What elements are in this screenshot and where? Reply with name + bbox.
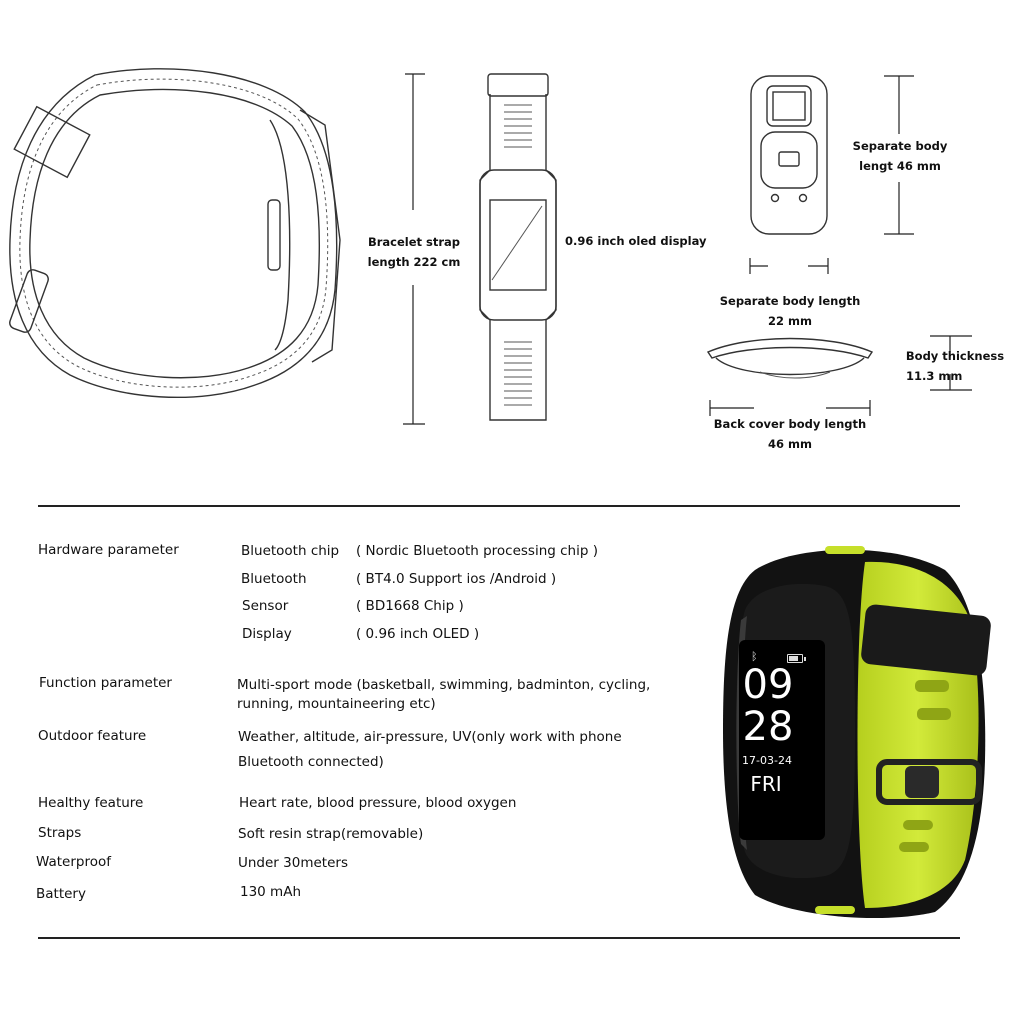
bluetooth-icon: ᛒ — [751, 650, 758, 663]
bracelet-side-view — [0, 0, 360, 440]
bottom-divider — [38, 937, 960, 939]
spec-label-outdoor: Outdoor feature — [38, 728, 147, 744]
spec-value-waterproof: Under 30meters — [238, 855, 348, 871]
body-thickness-label — [896, 346, 1010, 386]
spec-key-sensor: Sensor — [242, 598, 289, 614]
spec-value-display: ( 0.96 inch OLED ) — [356, 626, 480, 642]
bracelet-strap-label-line2: length 222 cm — [367, 255, 461, 269]
bracelet-strap-label — [354, 232, 474, 272]
spec-label-battery: Battery — [36, 886, 86, 902]
spec-value-straps: Soft resin strap(removable) — [238, 826, 424, 842]
spec-value-outdoor-line2: Bluetooth connected) — [238, 754, 384, 770]
bracelet-strap-label-line1: Bracelet strap — [367, 235, 461, 249]
spec-key-bluetooth-chip: Bluetooth chip — [241, 543, 340, 559]
separate-body-length-line1: Separate body — [852, 139, 948, 153]
spec-value-function-line2: running, mountaineering etc) — [237, 696, 436, 712]
watch-minute: 28 — [742, 704, 794, 750]
separate-body-width-label — [700, 291, 880, 331]
body-thickness-line1: Body thickness — [905, 349, 1005, 363]
separate-body-width-line2: 22 mm — [768, 314, 812, 328]
separate-body-length-line2: lengt 46 mm — [859, 159, 941, 173]
spec-key-bluetooth: Bluetooth — [241, 571, 307, 587]
separate-body-view — [745, 72, 835, 242]
separate-body-horizontal-dimension — [748, 256, 830, 276]
separate-body-length-label — [840, 136, 960, 176]
separate-body-width-line1: Separate body length — [719, 294, 861, 308]
spec-label-function: Function parameter — [39, 675, 172, 691]
spec-key-display: Display — [242, 626, 292, 642]
spec-value-function-line1: Multi-sport mode (basketball, swimming, badminton, cycling, — [237, 677, 651, 693]
spec-value-bluetooth: ( BT4.0 Support ios /Android ) — [356, 571, 557, 587]
watch-date: 17-03-24 — [742, 754, 792, 767]
watch-hour: 09 — [742, 662, 794, 708]
spec-value-bluetooth-chip: ( Nordic Bluetooth processing chip ) — [356, 543, 598, 559]
back-cover-length-line1: Back cover body length — [713, 417, 867, 431]
spec-label-hardware: Hardware parameter — [38, 542, 179, 558]
oled-display-label: 0.96 inch oled display — [565, 234, 707, 248]
body-profile-view — [700, 330, 880, 390]
back-cover-length-label — [700, 414, 880, 454]
back-cover-length-line2: 46 mm — [768, 437, 812, 451]
top-divider — [38, 505, 960, 507]
watch-screen — [737, 644, 827, 840]
spec-label-waterproof: Waterproof — [36, 854, 112, 870]
spec-value-battery: 130 mAh — [240, 884, 302, 900]
body-thickness-line2: 11.3 mm — [906, 369, 963, 383]
spec-value-outdoor-line1: Weather, altitude, air-pressure, UV(only work with phone — [238, 729, 622, 745]
spec-value-sensor: ( BD1668 Chip ) — [356, 598, 464, 614]
watch-day: FRI — [750, 772, 782, 796]
spec-value-healthy: Heart rate, blood pressure, blood oxygen — [239, 795, 517, 811]
spec-label-straps: Straps — [38, 825, 82, 841]
bracelet-front-view — [470, 70, 570, 430]
spec-label-healthy: Healthy feature — [38, 795, 144, 811]
